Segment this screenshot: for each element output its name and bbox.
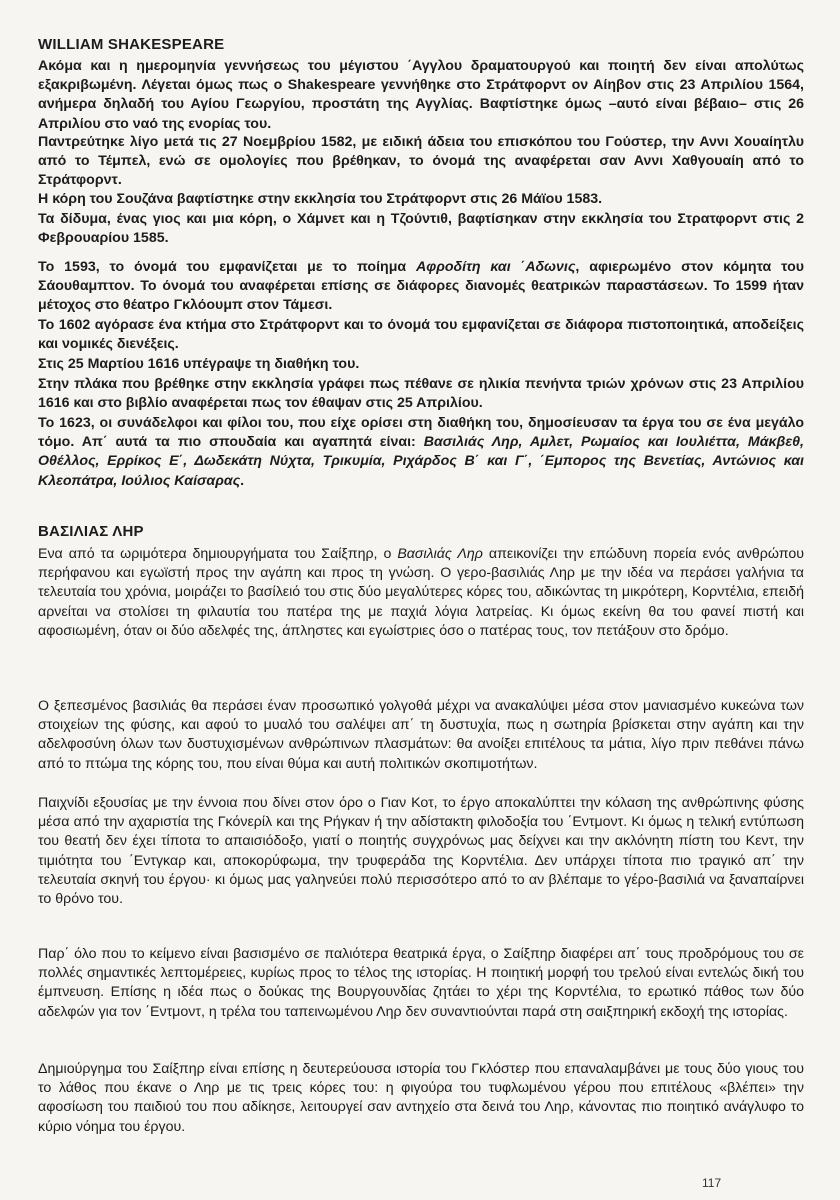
lear-paragraph-3: Παιχνίδι εξουσίας με την έννοια που δίνει στον όρο ο Γιαν Κοτ, το έργο αποκαλύπτει την κόλαση της ανθρώπινης φύσης μέσα από την αχαριστία της Γκόνερίλ και της Ρήγκαν ή την αδίστακτη φιλοδοξία του ΄Εντμοντ. Κι όμως η τελική εντύπωση του θεατή δεν έχει τίποτα το απαισιόδοξο, γιατί ο ποιητής συγχρόνως μας δείχνει και την ακλόνητη πίστη του Κεντ, την τιμιότητα του ΄Εντγκαρ και, αποκορύφωμα, την τρυφεράδα της Κορντέλια. Δεν υπάρχει τίποτα πιο τραγικό απ΄ την τελευταία σκηνή του έργου· κι όμως μας γαληνεύει πολύ περισσότερο από το αν βλέπαμε το γέρο-βασιλιά να ξαναπαίρνει το θρόνο του. [38,795,804,908]
bio-paragraph-marriage: Παντρεύτηκε λίγο μετά τις 27 Νοεμβρίου 1582, με ειδική άδεια του επισκόπου του Γούστερ, την Αννι Χουαίητλυ από το Τέμπελ, ενώ σε ομολογίες που βρέθηκαν, το όνομά της αναφέρεται σαν Αννι Χαθγουαίη από το Στράτφορντ. [38,134,804,189]
lear-paragraph-5: Δημιούργημα του Σαίξπηρ είναι επίσης η δευτερεύουσα ιστορία του Γκλόστερ που επαναλαμβάνει με τους δύο γιους του το λάθος που έκανε ο Ληρ με τις τρεις κόρες του: η φιγούρα του τυφλωμένου γέρου που επιτέλους «βλέπει» την αφοσίωση του παιδιού του που αδίκησε, λειτουργεί σαν αντηχείο στα δεινά του Ληρ, κάνοντας πιο ποιητικό ανάγλυφο το κύριο νόημα του έργου. [38,1061,804,1135]
lear-paragraph-1 [38,545,804,641]
bio-paragraph-1602: Το 1602 αγόρασε ένα κτήμα στο Στράτφορντ και το όνομά του εμφανίζεται σε διάφορα πιστοποιητικά, αποδείξεις και νομικές διενέξεις. [38,317,804,353]
bio-paragraph-death: Στην πλάκα που βρέθηκε στην εκκλησία γράφει πως πέθανε σε ηλικία πενήντα τριών χρόνων στις 23 Απριλίου 1616 και στο βιβλίο αναφέρεται πως τον έθαψαν στις 25 Απριλίου. [38,376,804,412]
venus-adonis-title: Αφροδίτη και ΄Αδωνις [416,259,576,275]
bio-paragraph-1593 [38,258,804,316]
works-end: . [240,472,245,489]
bio-paragraph-birth: Ακόμα και η ημερομηνία γεννήσεως του μέγιστου ΄Αγγλου δραματουργού και ποιητή δεν είναι απολύτως εξακριβωμένη. Λέγεται όμως πως ο Shakespeare γεννήθηκε στο Στράτφορντ ον Αίηβον στις 23 Απριλίου 1564, ανήμερα δηλαδή του Αγίου Γεωργίου, προστάτη της Αγγλίας. Βαφτίστηκε όμως –αυτό είναι βέβαιο– στις 26 Απριλίου στο ναό της ενορίας του. [38,58,804,132]
lear-title-italic: Βασιλιάς Ληρ [397,546,483,562]
lear-paragraph-2: Ο ξεπεσμένος βασιλιάς θα περάσει έναν προσωπικό γολγοθά μέχρι να ανακαλύψει μέσα στον μανιασμένο κυκεώνα των στοιχείων της φύσης, και αφού το μυαλό του σαλέψει απ΄ τη δυστυχία, πως η σωτηρία βρίσκεται στην αγάπη και την αδελφοσύνη όλων των δυστυχισμένων ανθρώπινων πλασμάτων: θα ανοίξει επιτέλους τα μάτια, λίγο πριν πεθάνει πάνω από το πτώμα της κόρης του, που είναι θύμα και αυτή πολιτικών σκοπιμοτήτων. [38,698,804,772]
bio-paragraph-twins: Τα δίδυμα, ένας γιος και μια κόρη, ο Χάμνετ και η Τζούντιθ, βαφτίσηκαν στην εκκλησία του Στρατφορντ στις 2 Φεβρουαρίου 1585. [38,211,804,247]
lear-paragraph-4: Παρ΄ όλο που το κείμενο είναι βασισμένο σε παλιότερα θεατρικά έργα, ο Σαίξπηρ διαφέρει απ΄ τους προδρόμους του σε πολλές σημαντικές λεπτομέρειες, κυρίως προς το τέλος της ιστορίας. Η ποιητική μορφή του τρελού είναι εντελώς δική του έμπνευση. Επίσης η ιδέα πως ο δούκας της Βουργουνδίας ζητάει το χέρι της Κορντέλια, το ερωτικό πάθος των δύο αδελφών για τον ΄Εντμοντ, η τρέλα του ταπεινωμένου Ληρ δεν συναντιούνται παρά στη σαιξπηρική εκδοχή της ιστορίας. [38,946,804,1020]
bio-paragraph-susanna: Η κόρη του Σουζάνα βαφτίστηκε στην εκκλησία του Στράτφορντ στις 26 Μάϊου 1583. [38,191,603,207]
page-number: 117 [702,1176,722,1190]
bio-1593-text-a: Το 1593, το όνομά του εμφανίζεται με το ποίημα [38,259,407,275]
lear-p1-text-b: απεικονίζει την επώδυνη πορεία ενός ανθρώπου περήφανου και εγωϊστή προς την αγάπη και προς τη γνώση. Ο γερο-βασιλιάς Ληρ με την ιδέα να περάσει γαλήνια τα τελευταία του χρόνια, μοιράζει το βασίλειό του στις δύο μεγαλύτερες κόρες του, αδικώντας τη μικρότερη, Κορντέλια, επειδή αρνείται να στολίσει τη φιλαυτία του πατέρα της με παχιά λόγια λατρείας. Κι όμως εκείνη θα του φανεί πιστή και αφοσιωμένη, όταν οι δύο αδελφές της, άπληστες και εγωίστριες όσο ο πατέρας τους, τον πετάξουν στο δρόμο. [38,546,804,639]
bio-paragraph-will: Στις 25 Μαρτίου 1616 υπέγραψε τη διαθήκη του. [38,356,360,372]
works-list: Βασιλιάς Ληρ, Αμλετ, Ρωμαίος και Ιουλιέττα, Μάκβεθ, Οθέλλος, Ερρίκος Ε΄, Δωδεκάτη Νύχτα, Τρικυμία, Ριχάρδος Β΄ και Γ΄, ΄Εμπορος της Βενετίας, Αντώνιος και Κλεοπάτρα, Ιούλιος Καίσαρας [38,434,804,489]
bio-paragraph-works [38,414,804,491]
section-title-king-lear: ΒΑΣΙΛΙΑΣ ΛΗΡ [38,523,144,540]
bio-1593-text-b: , αφιερωμένο στον κόμητα του Σάουθαμπτον. Το όνομά του αναφέρεται επίσης σε διάφορες διανομές θεατρικών παραστάσεων. Το 1599 ήταν μέτοχος στο θέατρο Γκλόουμπ στον Τάμεσι. [38,259,805,314]
works-intro-text: Το 1623, οι συνάδελφοι και φίλοι του, που είχε ορίσει στη διαθήκη του, δημοσίευσαν τα έργα του σε ένα μεγάλο τόμο. Απ΄ αυτά τα πιο σπουδαία και αγαπητά είναι: [38,415,804,451]
section-title-shakespeare: WILLIAM SHAKESPEARE [38,36,225,53]
lear-p1-text-a: Ενα από τα ωριμότερα δημιουργήματα του Σαίξπηρ, ο [38,546,392,562]
